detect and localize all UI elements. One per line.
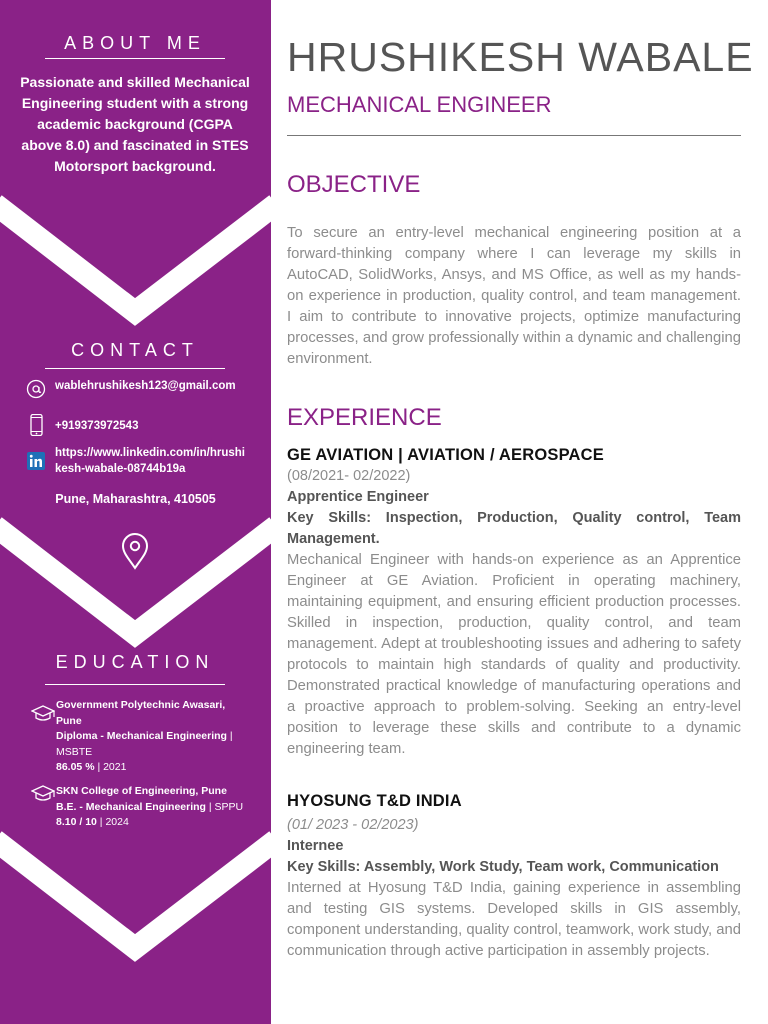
- education-board: MSBTE: [56, 745, 93, 758]
- job-dates: (01/ 2023 - 02/2023): [287, 817, 419, 833]
- objective-text: To secure an entry-level mechanical engineering position at a forward-thinking company where I can leverage my skills in AutoCAD, SolidWorks, Ansys, and MS Office, as well as my hands-on experience in production, quality control, and team management. I aim to contribute to innovative projects, optimize manufacturing processes, and grow professionally within a dynamic and challenging environment.: [287, 225, 741, 367]
- phone-icon: [26, 414, 46, 436]
- contact-email[interactable]: wablehrushikesh123@gmail.com: [55, 380, 236, 392]
- header-rule: [287, 135, 741, 136]
- graduation-cap-icon: [31, 705, 55, 723]
- linkedin-icon: [26, 451, 46, 473]
- job-dates: (08/2021- 02/2022): [287, 468, 411, 484]
- education-score: 8.10 / 10: [56, 816, 97, 828]
- contact-phone[interactable]: +919373972543: [55, 420, 139, 432]
- about-rule: [45, 58, 225, 59]
- education-rule: [45, 684, 225, 685]
- graduation-cap-icon: [31, 785, 55, 803]
- education-course: Diploma - Mechanical Engineering: [56, 730, 227, 742]
- about-text: Passionate and skilled Mechanical Engineering student with a strong academic background (CGPA above 8.0) and fascinated in STES Motorsport background.: [20, 74, 250, 174]
- contact-linkedin-row: [26, 445, 245, 477]
- education-item: Government Polytechnic Awasari, Pune Diploma - Mechanical Engineering | MSBTE 86.05 % | 2021: [31, 698, 251, 776]
- contact-phone-row: [26, 414, 138, 436]
- education-year: 2021: [103, 761, 127, 773]
- experience-title: EXPERIENCE: [287, 404, 442, 431]
- objective-title: OBJECTIVE: [287, 171, 421, 198]
- job-position: Internee: [287, 838, 344, 854]
- contact-title: CONTACT: [71, 340, 199, 360]
- education-school: SKN College of Engineering, Pune: [56, 785, 227, 797]
- education-board: SPPU: [214, 800, 244, 813]
- candidate-name: HRUSHIKESH WABALE: [287, 34, 754, 80]
- location-pin-icon: [120, 532, 150, 570]
- job-position: Apprentice Engineer: [287, 489, 429, 505]
- job-skills: Key Skills: Assembly, Work Study, Team work, Communication: [287, 859, 719, 875]
- contact-rule: [45, 368, 225, 369]
- education-school: Government Polytechnic Awasari, Pune: [56, 699, 226, 727]
- education-title: EDUCATION: [55, 652, 215, 672]
- job-company: GE AVIATION | AVIATION / AEROSPACE: [287, 446, 604, 464]
- job-description: Mechanical Engineer with hands-on experience as an Apprentice Engineer at GE Aviation. Proficient in operating machinery, maintaining equipment, and ensuring efficient production processes. Skilled in inspection, production, quality control, and team management. Adept at troubleshooting issues and adhering to safety protocols to maintain high standards of quality and productivity. Demonstrated practical knowledge of manufacturing operations and a proactive approach to problem-solving. Seeking an entry-level position to leverage these skills and contribute to a dynamic engineering team.: [287, 552, 741, 757]
- sidebar: [0, 0, 271, 1024]
- at-icon: [26, 378, 46, 400]
- job-description: Interned at Hyosung T&D India, gaining experience in assembling and testing GIS systems. Developed skills in GIS assembly, component understanding, quality control, teamwork, work study, and communication through active participation in assembly projects.: [287, 880, 741, 959]
- job-company: HYOSUNG T&D INDIA: [287, 792, 462, 810]
- candidate-role: MECHANICAL ENGINEER: [287, 92, 552, 117]
- contact-email-row: [26, 378, 236, 400]
- education-year: 2024: [105, 816, 129, 828]
- education-item: SKN College of Engineering, Pune B.E. - Mechanical Engineering | SPPU 8.10 / 10 | 2024: [31, 784, 251, 831]
- about-title: ABOUT ME: [64, 33, 206, 53]
- education-score: 86.05 %: [56, 761, 95, 773]
- education-course: B.E. - Mechanical Engineering: [56, 800, 206, 813]
- contact-address: Pune, Maharashtra, 410505: [55, 492, 216, 506]
- job-skills: Key Skills: Inspection, Production, Quality control, Team Management.: [287, 510, 741, 547]
- contact-linkedin[interactable]: https://www.linkedin.com/in/hrushikesh-wabale-08744b19a: [55, 447, 245, 475]
